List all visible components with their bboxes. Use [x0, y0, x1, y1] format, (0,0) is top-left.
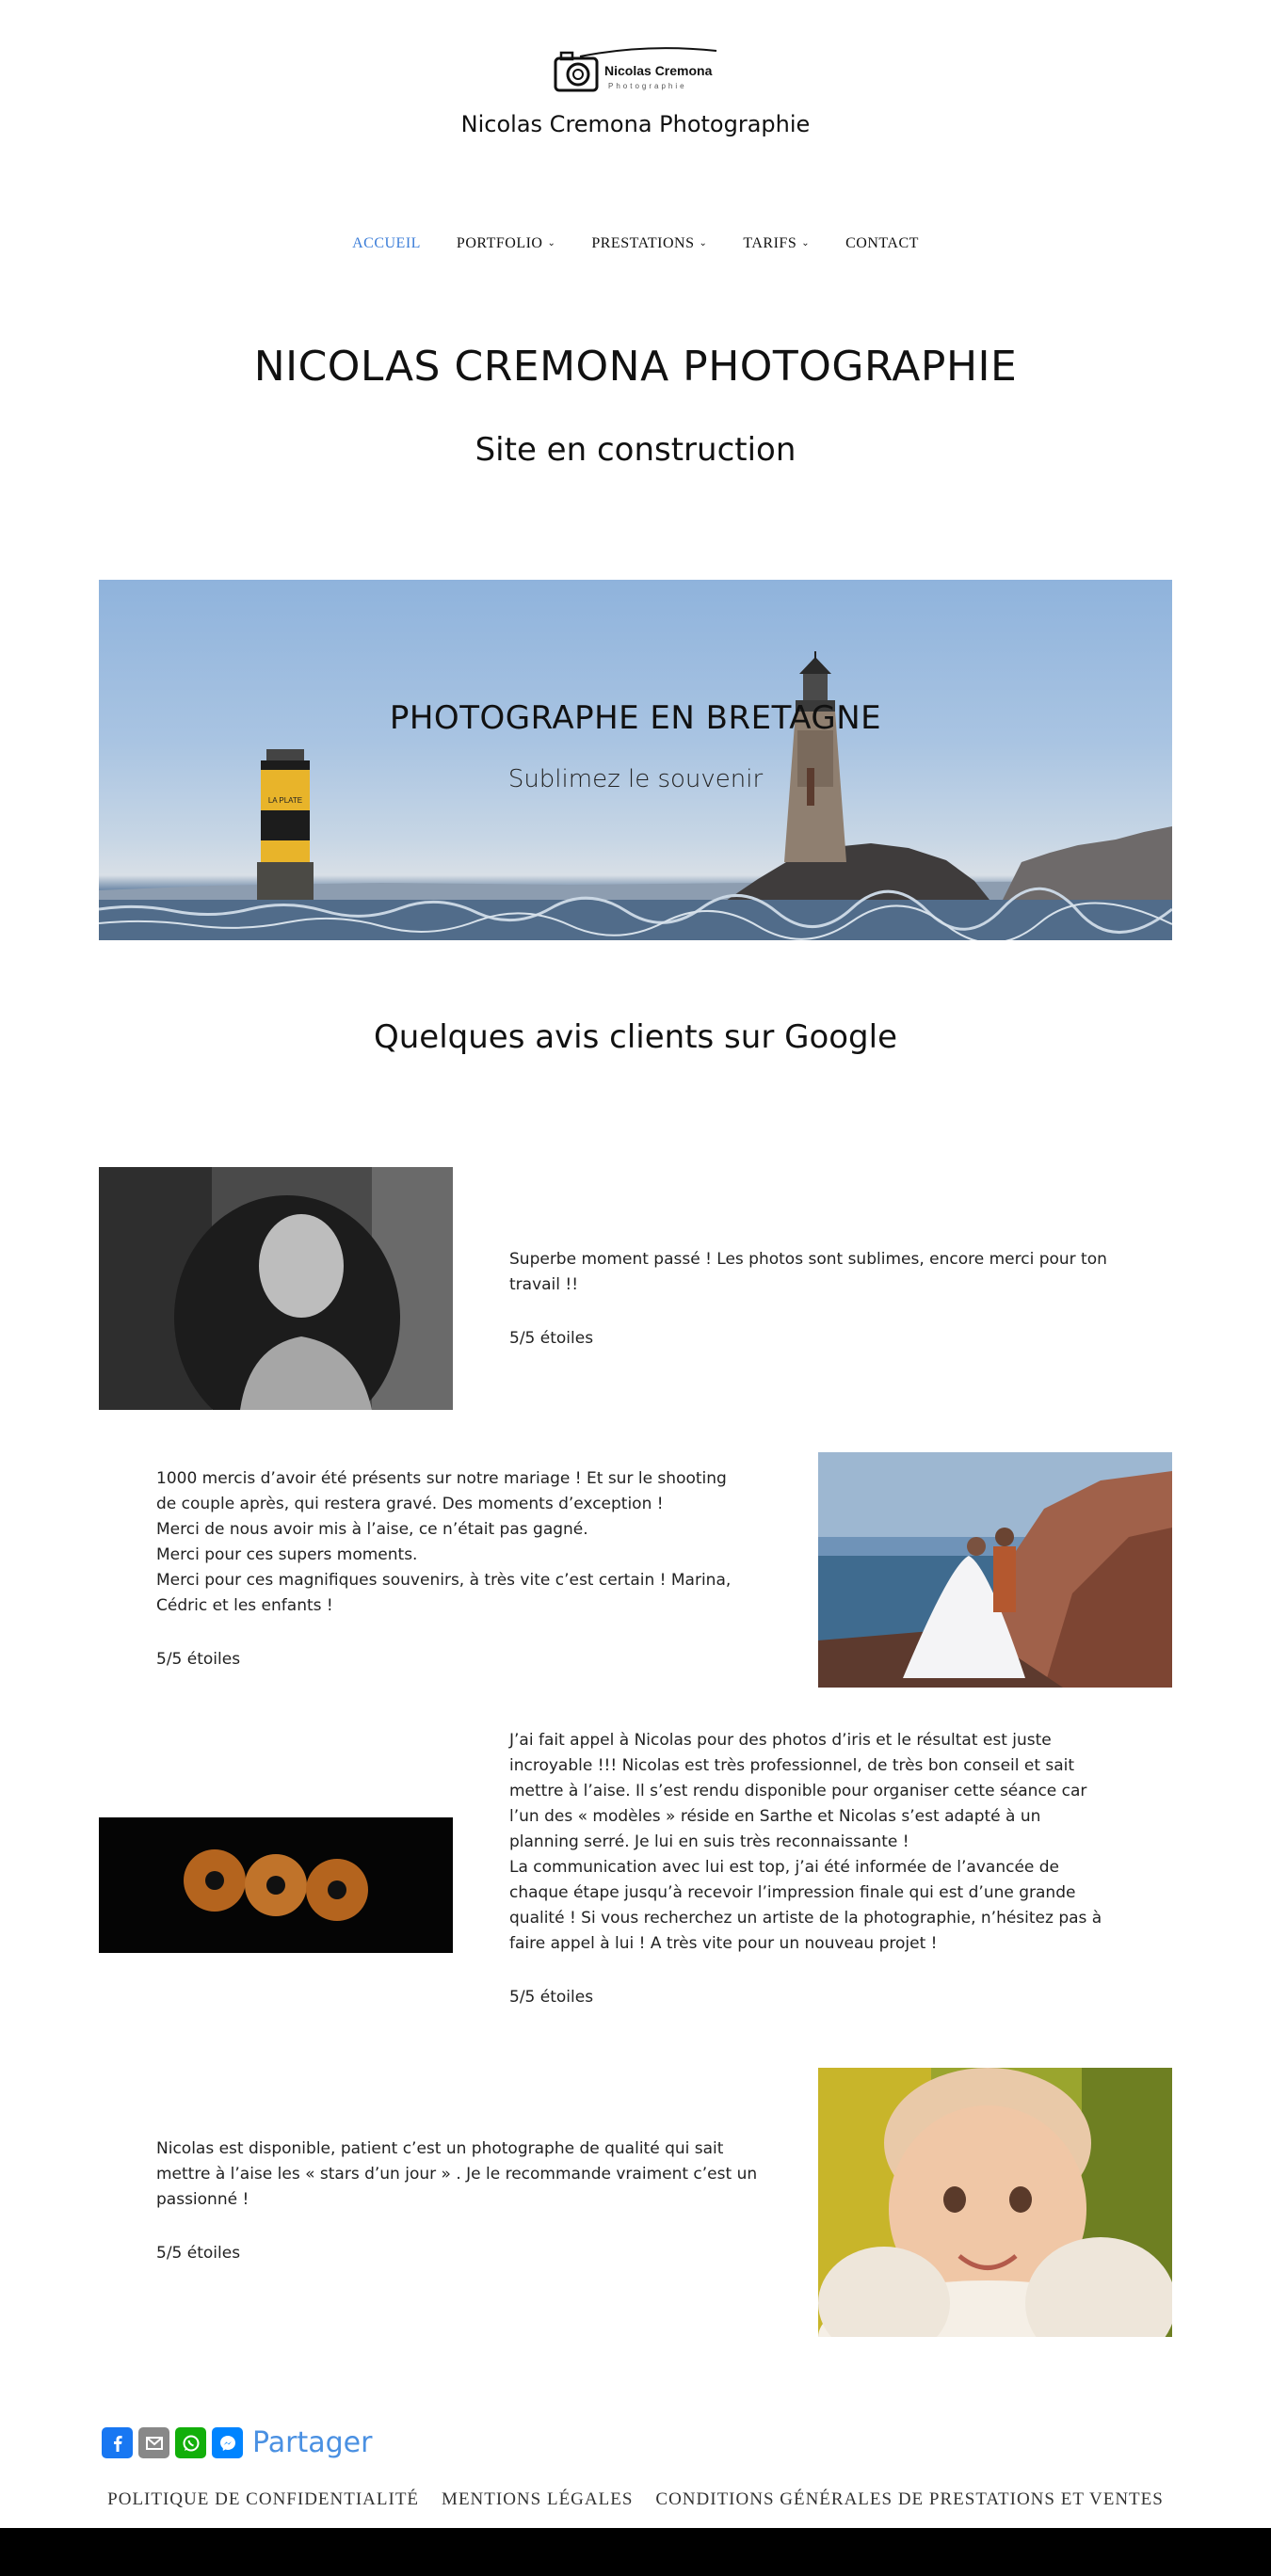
email-share-button[interactable] — [138, 2427, 169, 2458]
chevron-down-icon: ⌄ — [801, 237, 811, 248]
nav-item-portfolio[interactable] — [439, 235, 573, 252]
footer-bar — [0, 2528, 1271, 2576]
messenger-share-button[interactable] — [212, 2427, 243, 2458]
footer-link-legal[interactable]: MENTIONS LÉGALES — [442, 2489, 634, 2509]
nav-item-accueil[interactable] — [334, 235, 439, 252]
review-quote: 1000 mercis d’avoir été présents sur notre mariage ! Et sur le shooting de couple après, qui restera gravé. Des moments d’exception ! — [156, 1469, 727, 1513]
chevron-down-icon: ⌄ — [699, 237, 708, 248]
review-quote: J’ai fait appel à Nicolas pour des photos d’iris et le résultat est juste incroyable !!! Nicolas est très professionnel, de très bon conseil et sait mettre à l’aise. Il s’est rendu disponible pour organiser cette séance car l’un des « modèles » réside en Sarthe et Nicolas s’est adapté à un planning serré. Je lui en suis très reconnaissante ! — [509, 1731, 1087, 1851]
site-header — [0, 0, 1271, 188]
camera-logo-icon — [552, 43, 721, 109]
footer-link-privacy[interactable]: POLITIQUE DE CONFIDENTIALITÉ — [107, 2489, 420, 2509]
review-photo-iris — [99, 1817, 453, 1953]
hero-banner — [99, 580, 1172, 940]
review-text-1 — [509, 1247, 1121, 1352]
review-photo-wedding — [818, 1452, 1172, 1688]
nav-item-contact[interactable] — [828, 235, 937, 252]
child-photo-image — [818, 2068, 1172, 2337]
chevron-down-icon: ⌄ — [547, 237, 556, 248]
review-quote: Superbe moment passé ! Les photos sont sublimes, encore merci pour ton travail !! — [509, 1250, 1107, 1294]
nav-label: PRESTATIONS — [591, 235, 695, 251]
review-text-3 — [509, 1728, 1112, 2010]
nav-label: PORTFOLIO — [456, 235, 543, 251]
review-rating: 5/5 étoiles — [509, 1329, 594, 1348]
facebook-share-button[interactable] — [102, 2427, 133, 2458]
review-quote: Merci pour ces magnifiques souvenirs, à très vite c’est certain ! Marina, Cédric et les enfants ! — [156, 1571, 732, 1615]
review-photo-portrait — [99, 1167, 453, 1410]
email-icon — [144, 2433, 165, 2454]
review-quote: Merci de nous avoir mis à l’aise, ce n’était pas gagné. — [156, 1520, 588, 1539]
nav-label: ACCUEIL — [352, 235, 421, 251]
footer-links — [0, 2489, 1271, 2510]
review-rating: 5/5 étoiles — [156, 2244, 241, 2263]
whatsapp-share-button[interactable] — [175, 2427, 206, 2458]
main-navigation — [0, 235, 1271, 252]
messenger-icon — [217, 2433, 238, 2454]
nav-label: CONTACT — [845, 235, 919, 251]
wedding-photo-image — [818, 1452, 1172, 1688]
portrait-photo-image — [99, 1167, 453, 1410]
hero-subtitle: Sublimez le souvenir — [507, 765, 764, 793]
page-title: NICOLAS CREMONA PHOTOGRAPHIE — [253, 343, 1018, 391]
nav-label: TARIFS — [743, 235, 797, 251]
review-photo-child — [818, 2068, 1172, 2337]
whatsapp-icon — [181, 2433, 201, 2454]
review-quote: La communication avec lui est top, j’ai été informée de l’avancée de chaque étape jusqu’à recevoir l’impression finale qui est d’une grande qualité ! Si vous recherchez un artiste de la photographie, n’hésitez pas à faire appel à lui ! A très vite pour un nouveau projet ! — [509, 1858, 1102, 1953]
share-bar — [102, 2426, 372, 2459]
site-logo[interactable] — [552, 43, 721, 109]
review-text-4 — [156, 2136, 768, 2266]
review-rating: 5/5 étoiles — [156, 1650, 241, 1669]
review-rating: 5/5 étoiles — [509, 1988, 594, 2007]
review-quote: Nicolas est disponible, patient c’est un photographe de qualité qui sait mettre à l’aise les « stars d’un jour » . Je le recommande vraiment c’est un passionné ! — [156, 2139, 758, 2209]
page-subtitle: Site en construction — [475, 431, 796, 469]
buoy-label: LA PLATE — [267, 796, 303, 805]
share-label[interactable]: Partager — [252, 2426, 373, 2459]
facebook-icon — [107, 2433, 128, 2454]
logo-subtext: Photographie — [608, 82, 687, 90]
footer-link-terms[interactable]: CONDITIONS GÉNÉRALES DE PRESTATIONS ET VENTES — [655, 2489, 1164, 2509]
site-title[interactable]: Nicolas Cremona Photographie — [460, 111, 811, 137]
review-quote: Merci pour ces supers moments. — [156, 1545, 418, 1564]
hero-title: PHOTOGRAPHE EN BRETAGNE — [389, 699, 882, 737]
reviews-title: Quelques avis clients sur Google — [373, 1018, 898, 1056]
lighthouse-seascape-image — [99, 580, 1172, 940]
iris-photo-image — [99, 1817, 453, 1953]
nav-item-tarifs[interactable] — [725, 235, 828, 252]
logo-text: Nicolas Cremona — [604, 63, 713, 78]
review-text-2 — [156, 1466, 749, 1672]
nav-item-prestations[interactable] — [573, 235, 725, 252]
